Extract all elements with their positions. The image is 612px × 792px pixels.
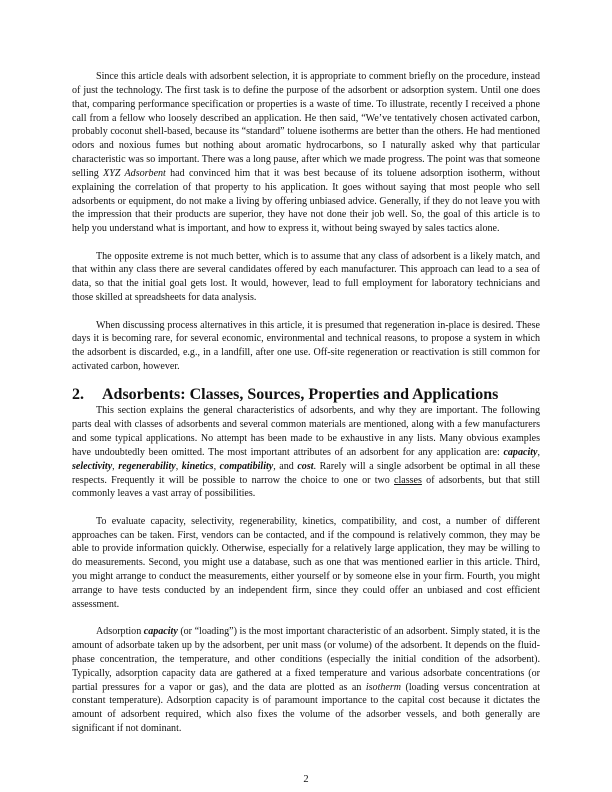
paragraph-opposite-extreme: The opposite extreme is not much better, which is to assume that any class of adsorbent is a likely match, and that within any class there are several candidates offered by each manufacturer. This approach can lead to a sea of data, so that the initial goal gets lost. It would, however, lead to full employment for laboratory technicians and those skilled at spreadsheets for data analysis. — [72, 250, 540, 304]
emphasis-capacity: capacity — [143, 626, 178, 638]
section-title: Adsorbents: Classes, Sources, Properties and Applications — [102, 386, 499, 404]
paragraph-procedure — [72, 70, 540, 236]
text-run: of adsorbents, but that still commonly leaves a vast array of possibilities. — [72, 474, 540, 500]
emphasis-isotherm: isotherm — [365, 681, 402, 693]
paragraph-adsorption-capacity — [72, 625, 540, 736]
paragraph-section-intro: This section explains the general characteristics of adsorbents, and why they are important. The following parts deal with classes of adsorbents and several common materials are mentioned, along with a few manufacturers and some typical applications. No attempt has been made to be exhaustive in any lists. Many obvious examples have undoubtedly been omitted. The most important attributes of an adsorbent for any application are: capacity, selectivity, regenerability, kinetics, compatibility, and cost. Rarely will a single adsorbent be optimal in all these respects. Frequently it will be possible to narrow the choice to one or two classes of adsorbents, but that still commonly leaves a vast array of possibilities. — [72, 405, 541, 500]
section-number: 2. — [72, 386, 84, 404]
section-heading — [72, 386, 540, 404]
text-run: (loading versus concentration at constant temperature). Adsorption capacity is of paramount importance to the capital cost because it dictates the amount of adsorbent required, which also fixes the volume of the adsorber vessels, and both generally are significant if not dominant. — [72, 681, 540, 735]
page-body — [72, 70, 540, 736]
attribute-kinetics: kinetics — [181, 460, 214, 472]
text-run: This section explains the general characteristics of adsorbents, and why they are important. The following parts deal with classes of adsorbents and several common materials are mentioned, along with a few manufacturers and some typical applications. No attempt has been made to be exhaustive in any lists. Many obvious examples have undoubtedly been omitted. The most important attributes of an adsorbent for any application are: — [72, 405, 540, 458]
text-run: Since this article deals with adsorbent selection, it is appropriate to comment briefly on the procedure, instead of just the technology. The first task is to define the purpose of the adsorbent or adsorption system. Until one does that, comparing performance specification or properties is a waste of time. To illustrate, recently I received a phone call from a fellow who loosely described an application. He then said, “We’ve tentatively chosen activated carbon, probably coconut shell-based, because its “standard” toluene isotherms are better than the others. He had mentioned odors and noxious fumes but nothing about aromatic hydrocarbons, so I naturally asked why that particular characteristic was so important. There was a long pause, after which we made progress. The point was that someone selling — [72, 71, 540, 179]
paragraph-regeneration: When discussing process alternatives in this article, it is presumed that regeneration in-place is desired. These days it is becoming rare, for several economic, environmental and technical reasons, to propose a system in which the adsorbent is discarded, e.g., in a landfill, after one use. Off-site regeneration or reactivation is still common for activated carbon, however. — [72, 319, 540, 373]
emphasis-xyz-adsorbent: XYZ Adsorbent — [103, 167, 166, 179]
attribute-compatibility: compatibility — [219, 460, 274, 472]
attribute-cost: cost — [297, 460, 314, 472]
text-run: (or “loading”) is the most important characteristic of an adsorbent. Simply stated, it is the amount of adsorbate taken up by the adsorbent, per unit mass (or volume) of the adsorbent. It depends on the fluid-phase concentration, the temperature, and other conditions (especially the initial condition of the adsorbent). Typically, adsorption capacity data are gathered at a fixed temperature and various adsorbate concentrations (or partial pressures for a vapor or gas), and the data are plotted as an — [72, 626, 540, 693]
paragraph-evaluation-approaches: To evaluate capacity, selectivity, regenerability, kinetics, compatibility, and cost, a number of different approaches can be taken. First, vendors can be contacted, and if the compound is relatively common, they may be able to provide information quickly. Otherwise, especially for a relatively large application, they may be willing to do measurements. Second, you might use a database, such as one that was mentioned earlier in this article. Third, you might arrange to conduct the measurements, either yourself or by someone else in your firm. Fourth, you might arrange to have tests conducted by an independent firm, since they could offer an unbiased and cost efficient assessment. — [72, 515, 540, 610]
attribute-capacity: capacity — [503, 446, 538, 458]
underlined-classes: classes — [394, 474, 422, 486]
text-run: . Rarely will a single adsorbent be optimal in all these respects. Frequently it will be possible to narrow the choice to one or two — [72, 460, 541, 486]
attribute-regenerability: regenerability — [118, 460, 176, 472]
text-run: had convinced him that it was best because of its toluene adsorption isotherm, without explaining the correlation of that property to his application. It goes without saying that most people who sell adsorbents or equipment, do not make a living by offering unbiased advice. Generally, if they do not leave you with the impression that their products are superior, they have not done their job well. So, the goal of this article is to help you understand what is important, and how to express it, without being swayed by sales tactics alone. — [72, 167, 541, 235]
text-run: Adsorption — [96, 626, 144, 638]
page-number: 2 — [303, 774, 309, 785]
attribute-selectivity: selectivity — [72, 460, 113, 472]
